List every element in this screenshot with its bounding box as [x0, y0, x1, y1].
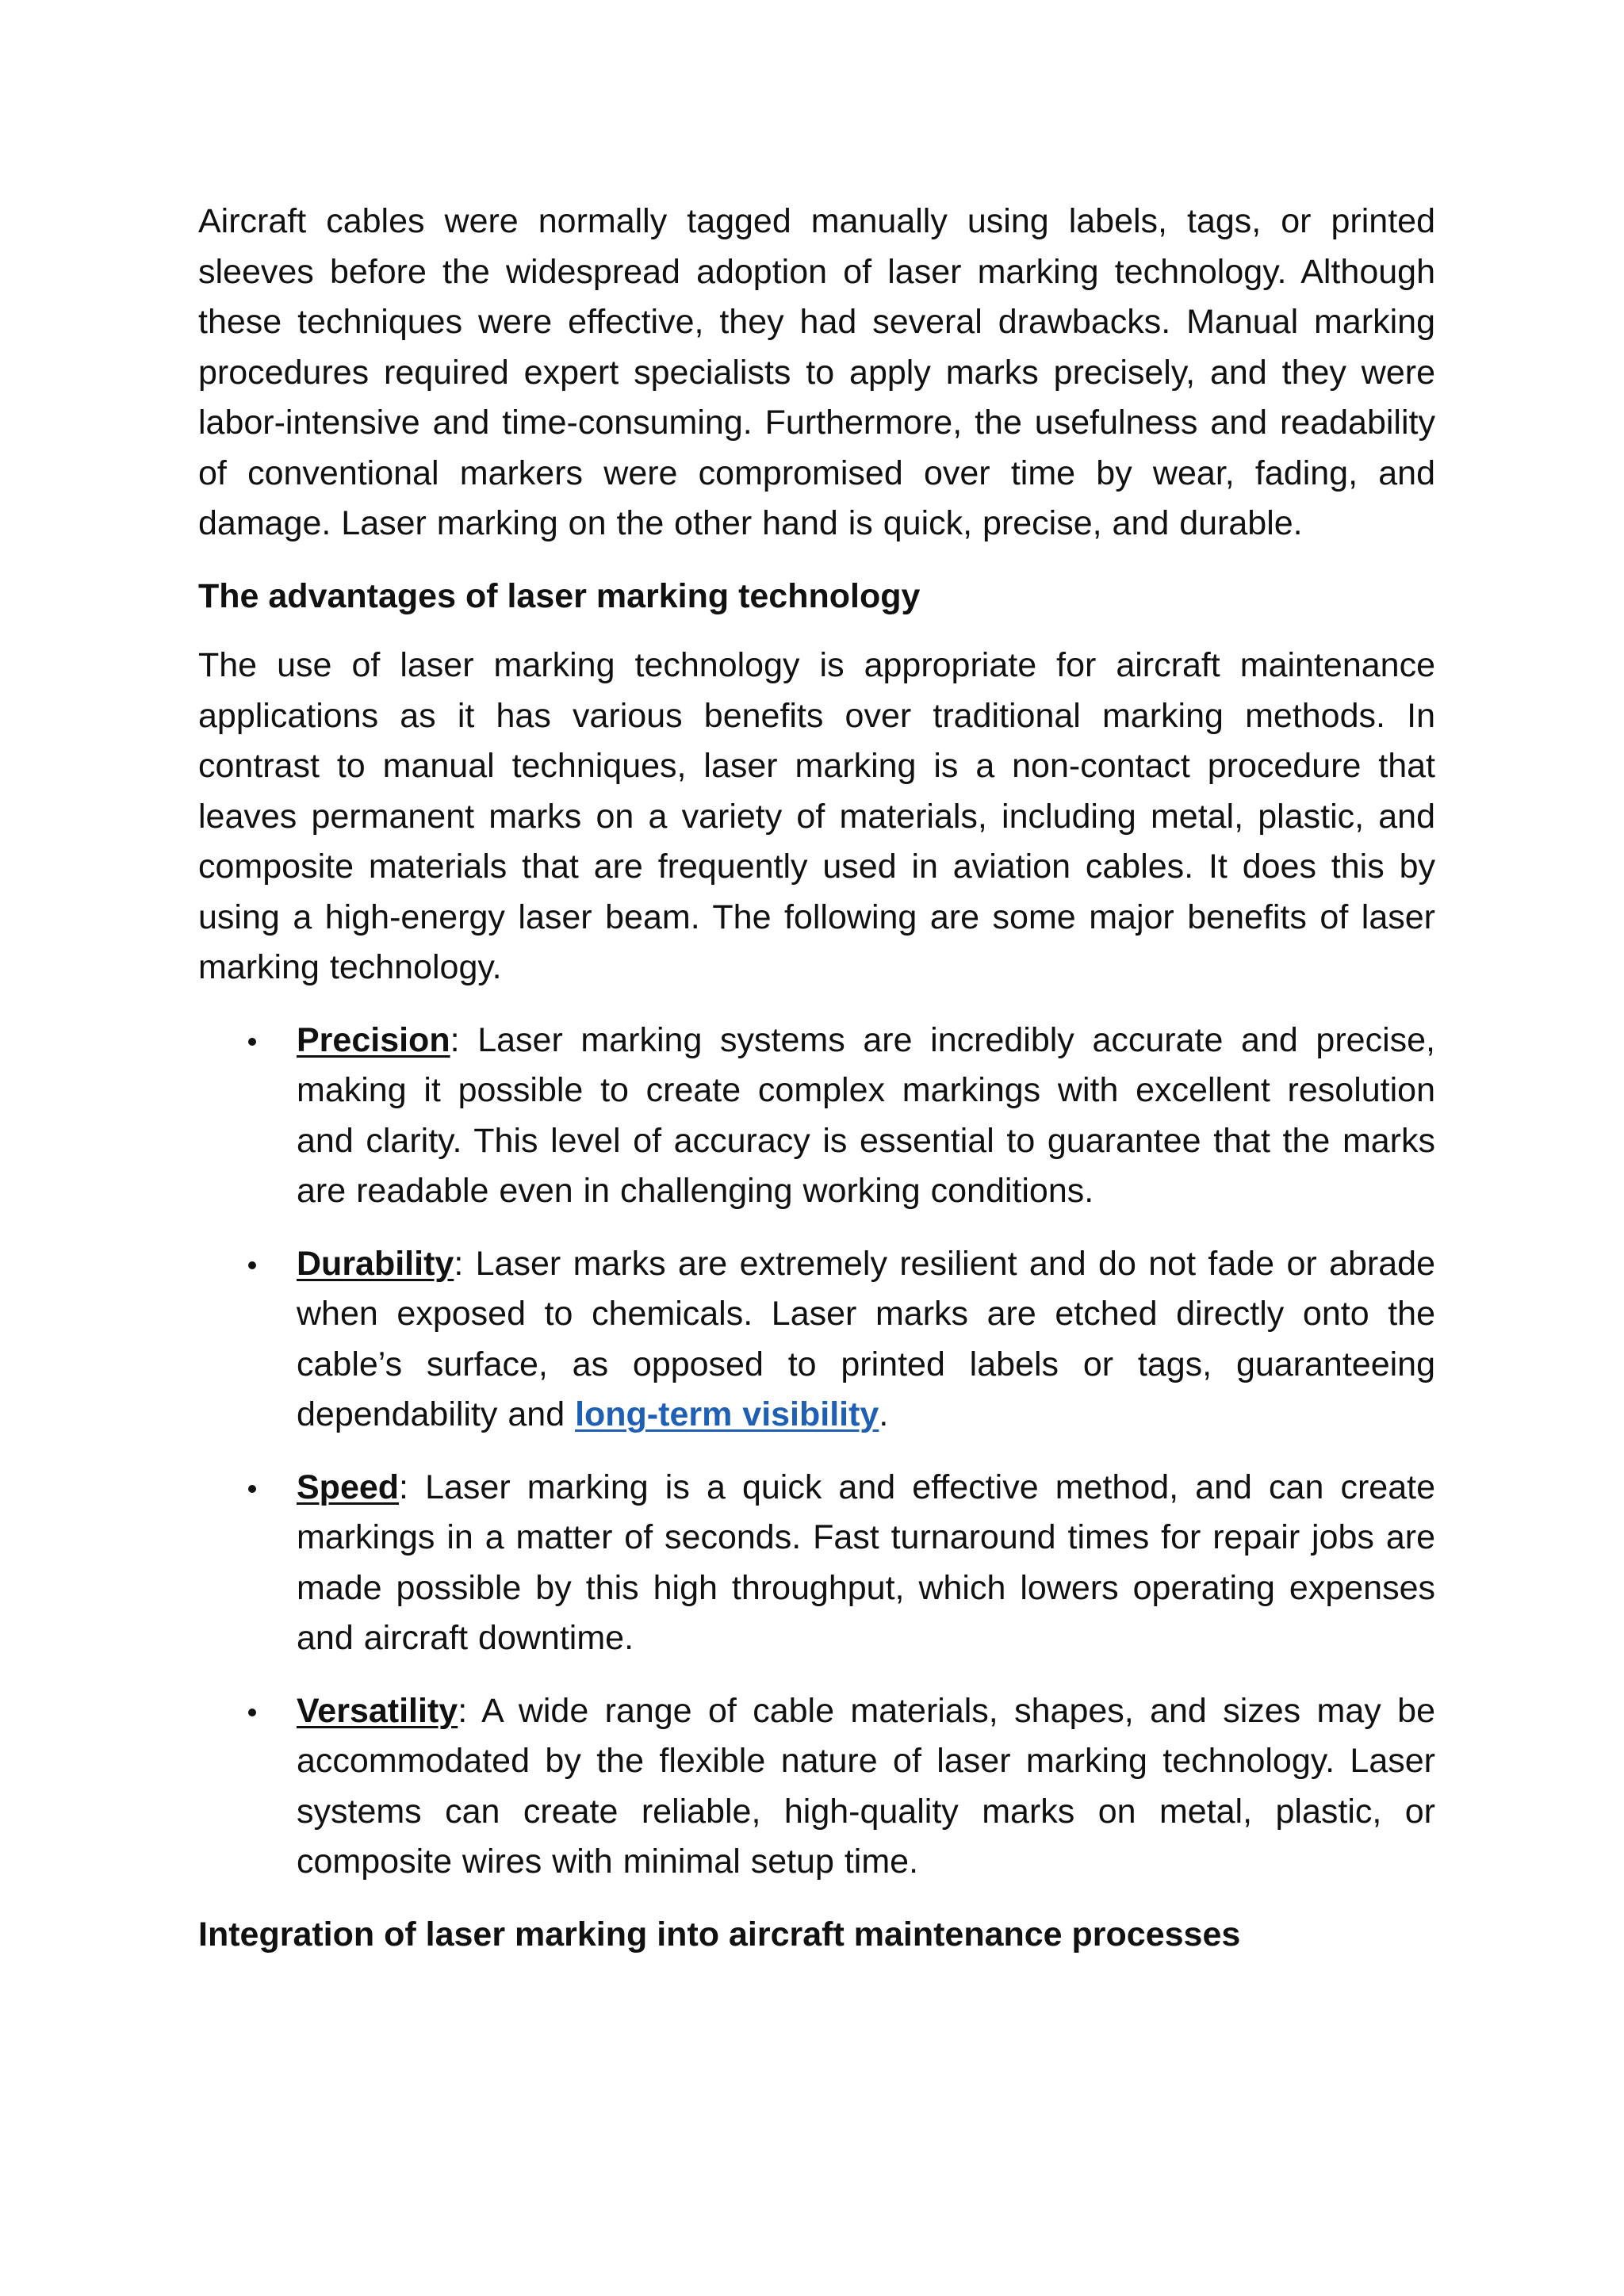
benefit-text: : Laser marking is a quick and effective method, and can create markings in a matter of seconds. Fast turnaround times for repair jobs are made possible by this high throughput, which lowers operating expenses and aircraft downtime. — [297, 1468, 1435, 1657]
benefit-term: Speed — [297, 1468, 400, 1506]
list-item-precision — [198, 1016, 1435, 1217]
benefit-text-end: . — [879, 1395, 889, 1433]
bullet-icon — [248, 1709, 256, 1716]
document-page — [198, 197, 1435, 1960]
benefit-term: Versatility — [297, 1691, 458, 1730]
integration-heading: Integration of laser marking into aircraft maintenance processes — [198, 1915, 1241, 1954]
list-item-speed — [198, 1463, 1435, 1664]
bullet-icon — [248, 1038, 256, 1046]
advantages-paragraph: The use of laser marking technology is appropriate for aircraft maintenance applications as it has various benefits over traditional marking methods. In contrast to manual techniques, laser marking is a non-contact procedure that leaves permanent marks on a variety of materials, including metal, plastic, and composite materials that are frequently used in aviation cables. It does this by using a high-energy laser beam. The following are some major benefits of laser marking technology. — [198, 646, 1435, 986]
benefit-term: Durability — [297, 1244, 454, 1283]
benefit-term: Precision — [297, 1020, 450, 1059]
long-term-visibility-link[interactable]: long-term visibility — [575, 1395, 879, 1433]
list-item-durability — [198, 1239, 1435, 1441]
benefit-text: : Laser marks are extremely resilient and do not fade or abrade when exposed to chemicals. Laser marks are etched directly onto the cable’s surface, as opposed to printed labels or tags, guaranteeing dependability and — [297, 1244, 1435, 1433]
bullet-icon — [248, 1261, 256, 1269]
benefit-text: : Laser marking systems are incredibly accurate and precise, making it possible to create complex markings with excellent resolution and clarity. This level of accuracy is essential to guarantee that the marks are readable even in challenging working conditions. — [297, 1020, 1435, 1210]
advantages-heading: The advantages of laser marking technology — [198, 576, 921, 615]
intro-paragraph: Aircraft cables were normally tagged manually using labels, tags, or printed sleeves before the widespread adoption of laser marking technology. Although these techniques were effective, they had several drawbacks. Manual marking procedures required expert specialists to apply marks precisely, and they were labor-intensive and time-consuming. Furthermore, the usefulness and readability of conventional markers were compromised over time by wear, fading, and damage. Laser marking on the other hand is quick, precise, and durable. — [198, 202, 1435, 542]
benefits-list — [198, 1016, 1435, 1888]
benefit-text: : A wide range of cable materials, shapes, and sizes may be accommodated by the flexible nature of laser marking technology. Laser systems can create reliable, high-quality marks on metal, plastic, or composite wires with minimal setup time. — [297, 1691, 1435, 1881]
list-item-versatility — [198, 1686, 1435, 1888]
bullet-icon — [248, 1485, 256, 1493]
